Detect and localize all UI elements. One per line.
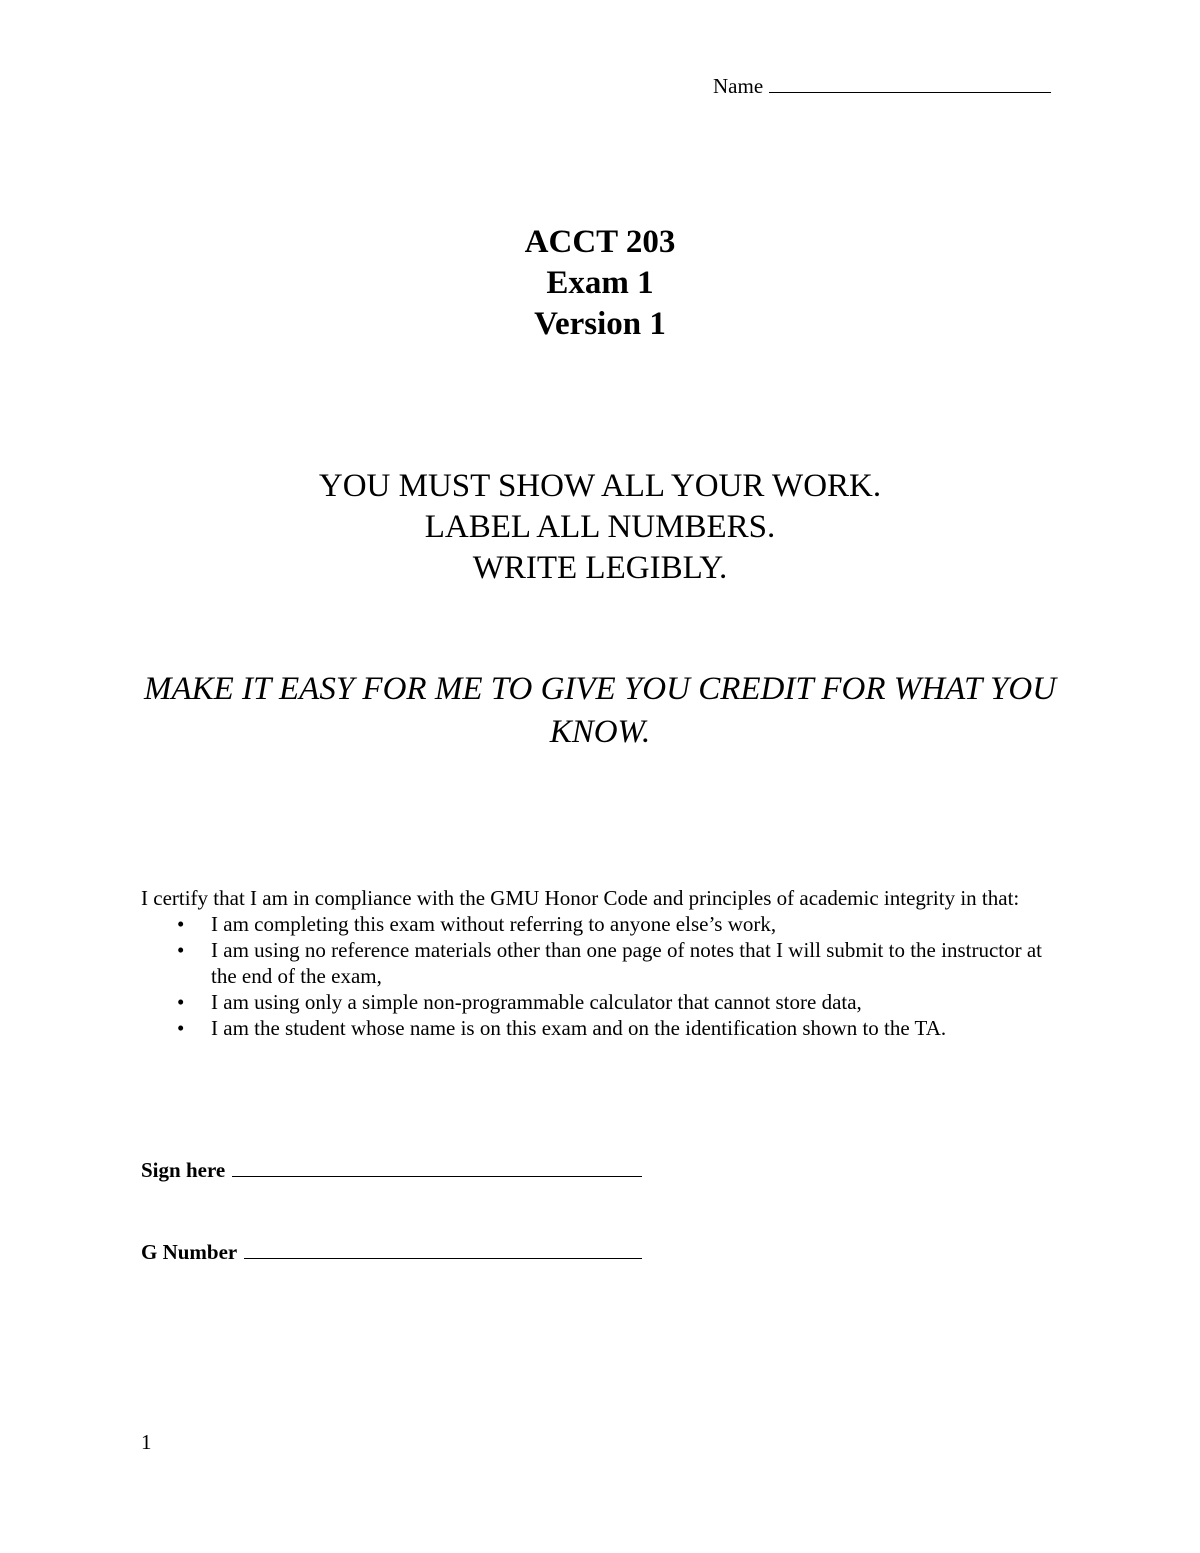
certification-item: • I am completing this exam without referring to anyone else’s work, [177, 912, 777, 936]
certification-item: • I am the student whose name is on this exam and on the identification shown to the TA. [177, 1016, 947, 1040]
certification-item: • I am using no reference materials other than one page of notes that I will submit to the instructor at the end of the exam, [177, 938, 1042, 988]
rule-show-work: YOU MUST SHOW ALL YOUR WORK. [318, 468, 882, 504]
certification-intro: I certify that I am in compliance with the GMU Honor Code and principles of academic integrity in that: [141, 886, 1020, 910]
rule-write-legibly: WRITE LEGIBLY. [472, 550, 728, 586]
rule-label-numbers: LABEL ALL NUMBERS. [424, 509, 776, 545]
name-blank-line[interactable] [769, 72, 1051, 93]
signature-blank-line[interactable] [232, 1156, 642, 1177]
exam-title [0, 222, 1200, 345]
bullet-icon: • [177, 990, 185, 1014]
exam-number: Exam 1 [546, 265, 654, 301]
exam-version: Version 1 [534, 306, 666, 342]
name-label: Name [713, 74, 764, 98]
g-number-label: G Number [141, 1240, 238, 1264]
bullet-icon: • [177, 938, 185, 962]
sign-here-label: Sign here [141, 1158, 226, 1182]
certification-list [141, 911, 1071, 1041]
bullet-icon: • [177, 1016, 185, 1040]
page-number: 1 [141, 1430, 152, 1454]
certification-item: • I am using only a simple non-programmable calculator that cannot store data, [177, 990, 862, 1014]
exam-rules [0, 466, 1200, 589]
bullet-icon: • [177, 912, 185, 936]
signature-field [141, 1156, 642, 1183]
course-code: ACCT 203 [524, 224, 676, 260]
g-number-field [141, 1238, 642, 1265]
credit-statement: MAKE IT EASY FOR ME TO GIVE YOU CREDIT FOR WHAT YOU KNOW. [143, 671, 1057, 750]
g-number-blank-line[interactable] [244, 1238, 642, 1259]
name-field [713, 72, 1051, 99]
honor-code-certification [141, 885, 1071, 1041]
